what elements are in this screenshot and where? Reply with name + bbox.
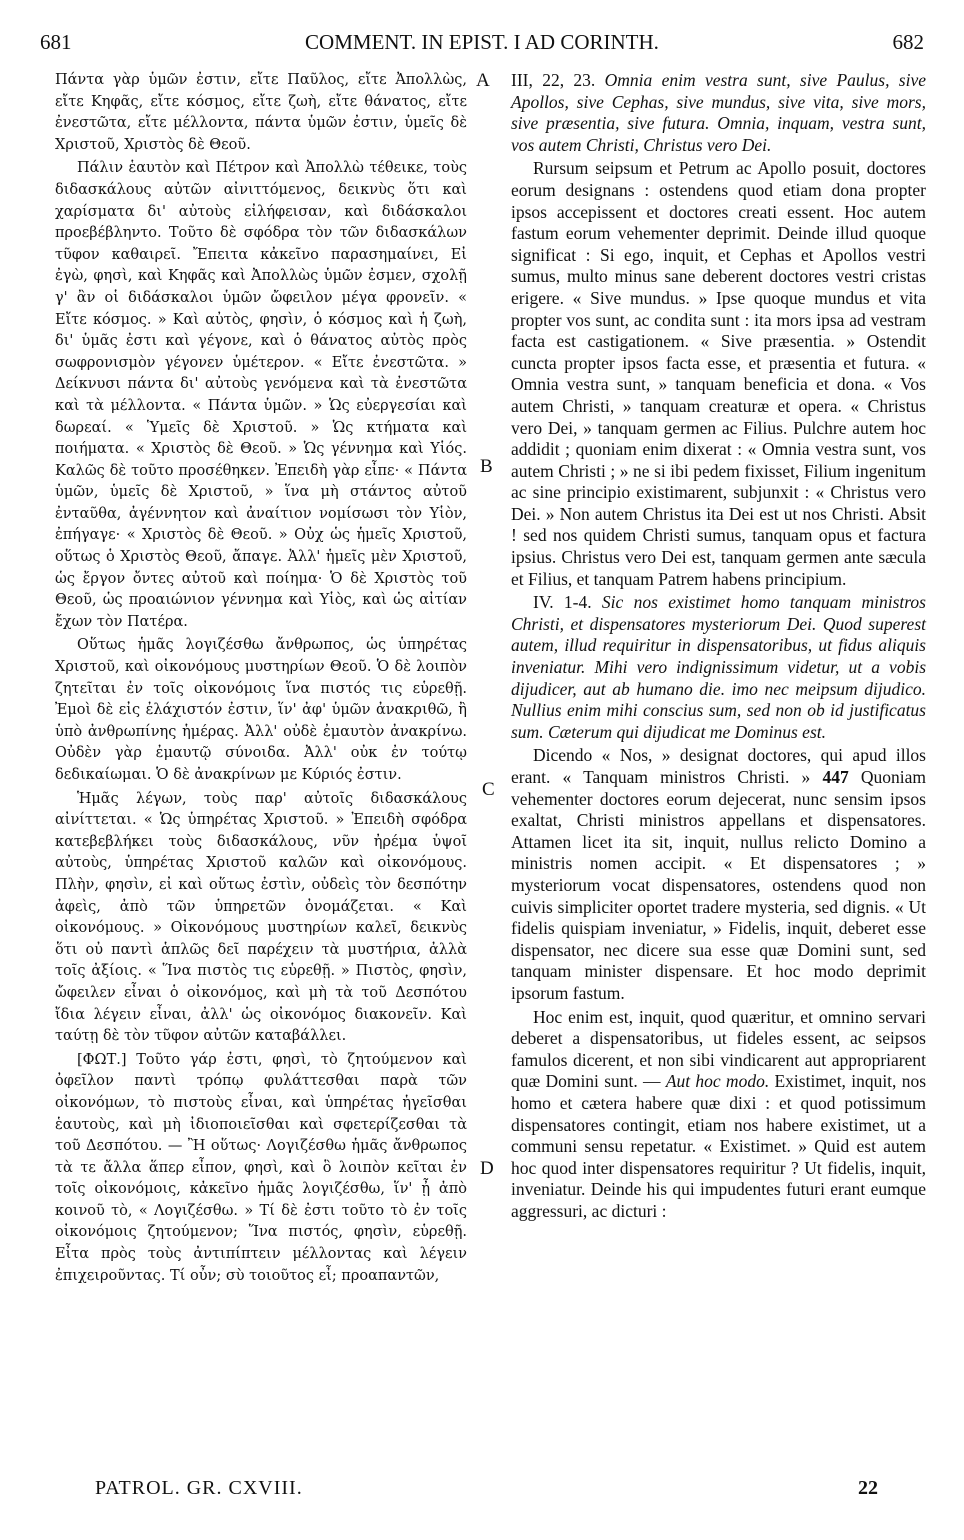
verse-text: Sic nos existimet homo tanquam ministros Christi, et dispensatores mysteriorum Dei. Quod superest autem, illud requiritur in dispensatoribus, ut fidus aliquis inveniatur. Mihi vero indignissimum videtur, ut a vobis dijudicer, aut ab humano die. imo nec meipsum dijudico. Nullius enim mihi conscius sum, sed non ob id justificatus sum. Cæterum qui dijudicat me Dominus est. [511,592,926,742]
latin-paragraph [511,745,926,1004]
latin-paragraph [511,592,926,743]
latin-text: Hoc enim est, inquit, quod quæritur, et omnino servari deberet a dispensatoribus, ut fideles essent, ac seipsos famulos dicerent, et non sibi vindicarent aut appropriarent quæ Domini sunt. — [511,1006,926,1092]
running-title: COMMENT. IN EPIST. I AD CORINTH. [305,30,659,54]
verse-reference: IV. 1-4. [533,592,592,613]
latin-text: Quoniam vehementer doctores eorum dejecerat, nunc sensim ipsos exaltat, Christi ministros appellans et dispensatores. Attamen licet ita sit, inquit, nullus relicto Domino a ministris nomen accipit. « Et dispensatores ; » mysteriorum vocat dispensatores, ostendens quod non cuivis simpliciter oportet tradere mysteria, sed dignis. « Ut fidelis quispiam inveniatur, » Fidelis, inquit, deberet esse dispensator, nec dicere sua esse quæ Domini sunt, sed tanquam minister dispensare. Et hoc modo deprimit ipsorum fastum. [511,767,927,1003]
margin-marker-d: D [480,1158,494,1179]
greek-paragraph: [ΦΩΤ.] Τοῦτο γάρ ἐστι, φησὶ, τὸ ζητούμενον καὶ ὀφεῖλον παντὶ τρόπῳ φυλάττεσθαι παρὰ τῶν οἰκονόμων, τὸ πιστοὺς εἶναι, καὶ ὑπηρέτας ἡγεῖσθαι ἑαυτοὺς, καὶ μὴ ἰδιοποιεῖσθαι καὶ σφετερίζεσθαι τὰ τοῦ Δεσπότου. — Ἢ οὕτως· Λογιζέσθω ἡμᾶς ἄνθρωπος τὰ τε ἄλλα ἅπερ εἶπον, φησὶ, καὶ ὃ λοιπὸν κεῖται ἐν τοῖς οἰκονόμοις, κἀκεῖνο ἡμᾶς λογιζέσθω, ἵν' ᾖ ἀπὸ κοινοῦ τὸ, « Λογιζέσθω. » Τί δὲ ἐστι τοῦτο τὸ ἐν τοῖς οἰκονόμοις ζητούμενον; Ἵνα πιστός, φησὶν, εὑρεθῇ. Εἶτα πρὸς τοὺς ἀντιπίπτειν μέλλοντας καὶ λέγειν ἐπιχειροῦντας. Τί οὖν; σὺ τοιοῦτος εἶ; προαπαντῶν, [55,1051,467,1284]
page-footer [95,1477,904,1507]
latin-column [511,70,926,1222]
greek-paragraph: Ἡμᾶς λέγων, τοὺς παρ' αὐτοῖς διδασκάλους αἰνίττεται. « Ὡς ὑπηρέτας Χριστοῦ. » Ἐπειδὴ σφόδρα κατεβεβλήκει τοὺς διδασκάλους, νῦν ἠρέμα ὑψοῖ αὐτοὺς, ὑπηρέτας Χριστοῦ καλῶν καὶ οἰκονόμους. Πλὴν, φησὶν, εἰ καὶ οὕτως ἐστὶν, οὐδεὶς τὸν δεσπότην ἀφεὶς, ἀπὸ τῶν ὑπηρετῶν ὀνομάζεται. « Καὶ οἰκονόμους. » Οἰκονόμους μυστηρίων καλεῖ, δεικνὺς ὅτι οὐ παντὶ ἁπλῶς δεῖ παρέχειν τὰ μυστήρια, ἀλλὰ τοῖς ἀξίοις. « Ἵνα πιστὸς τις εὑρεθῇ. » Πιστὸς, φησὶν, ὤφειλεν εἶναι ὁ οἰκονόμος, καὶ μὴ τὰ τοῦ Δεσπότου ἴδια λέγειν εἶναι, ἀλλ' ὡς οἰκονόμος διακονεῖν. Καὶ ταύτῃ δὲ τὸν τῦφον αὐτῶν καταβάλλει. [55,790,467,1045]
margin-marker-a: A [476,70,490,91]
verse-reference: III, 22, 23. [511,70,596,90]
page-number-right: 682 [892,30,924,54]
verse-text: Omnia enim vestra sunt, sive Paulus, sive Apollos, sive Cephas, sive mundus, sive vita, sive mors, sive præsentia, sive futura. Omnia, inquam, vestra sunt, vos autem Christi, Christus vero Dei. [511,70,927,155]
greek-paragraph: Πάλιν ἑαυτὸν καὶ Πέτρον καὶ Ἀπολλὼ τέθεικε, τοὺς διδασκάλους αὐτῶν αἰνιττόμενος, δεικνὺς ὅτι καὶ χαρίσματα δι' αὐτοὺς εἰλήφεισαν, καὶ διδάσκαλοι προεβέβληντο. Τοῦτο δὲ σφόδρα τὸν τῶν διδασκάλων τῦφον καθαιρεῖ. Ἔπειτα κἀκεῖνο παρασημαίνει, Εἰ ἐγὼ, φησὶ, καὶ Κηφᾶς καὶ Ἀπολλὼς ὑμῶν ἐσμεν, σχολῇ γ' ἂν οἱ διδάσκαλοι ὑμῶν ὤφειλον μέγα φρονεῖν. « Εἴτε κόσμος. » Καὶ αὐτὸς, φησὶν, ὁ κόσμος καὶ ἡ ζωὴ, δι' ὑμᾶς ἐστι καὶ γέγονε, καὶ ὁ θάνατος αὐτὸς πρὸς σωφρονισμὸν γέγονεν ὑμέτερον. « Εἴτε ἐνεστῶτα. » Δείκνυσι πάντα δι' αὐτοὺς γενόμενα καὶ τὰ ἐνεστῶτα καὶ τὰ μέλλοντα. « Πάντα ὑμῶν. » Ὡς εὐεργεσίαι καὶ δωρεαί. « Ὑμεῖς δὲ Χριστοῦ. » Ὡς κτήματα καὶ ποιήματα. « Χριστὸς δὲ Θεοῦ. » Ὡς γέννημα καὶ Υἱός. Καλῶς δὲ τοῦτο προσέθηκεν. Ἐπειδὴ γὰρ εἶπε· « Πάντα ὑμῶν, ὑμεῖς δὲ Χριστοῦ, » ἵνα μὴ στάντος αὐτοῦ ἐνταῦθα, ἀγέννητον καὶ ἀναίτιον νομίσωσι τὸν Υἱὸν, ἐπήγαγε· « Χριστὸς δὲ Θεοῦ. » Οὐχ ὡς ἡμεῖς Χριστοῦ, οὕτως ὁ Χριστὸς Θεοῦ, ἄπαγε. Ἀλλ' ἡμεῖς μὲν Χριστοῦ, ὡς ἔργον ὄντες αὐτοῦ καὶ ποίημα· Ὁ δὲ Χριστὸς τοῦ Θεοῦ, ὡς προαιώνιον γέννημα καὶ Υἱὸς, καὶ ὡς αἰτίαν ἔχων τὸν Πατέρα. [55,160,467,630]
latin-text: Existimet, inquit, nos homo et cætera habere quæ dixi : et quod potissimum dispensatores contingit, etiam nos habere existimet, ut a communi sensu repetatur. « Existimet. » Quid est autem hoc quod inter dispensatores requiritur ? Ut fidelis, inquit, inveniatur. Deinde his qui impudentes futuri erant eumque aggressuri, ac dicturi : [511,1071,927,1221]
latin-text: Dicendo « Nos, » designat doctores, qui apud illos erant. « Tanquam ministros Christi. » [511,745,926,787]
latin-paragraph [511,70,926,156]
latin-paragraph [511,1007,926,1223]
page-number-left: 681 [40,30,72,54]
greek-column [55,70,467,1287]
footer-signature: PATROL. GR. CXVIII. [95,1477,303,1499]
latin-paragraph: Rursum seipsum et Petrum ac Apollo posuit, doctores eorum designans : ostendens quod etiam dona propter ipsos accepissent et doctores creati essent. Hoc autem fastum eorum vehementer deprimit. Deinde illud quoque significat : Si ego, inquit, et Cephas et Apollos vestri sumus, multo minus sane deberent doctores vestri cristas erigere. « Sive mundus. » Ipse quoque mundus et vita propter vos sunt, ac condita sunt : ita mors ipsa ad vestram facta est castigationem. « Sive præsentia. » Ostendit cuncta propter ipsos facta esse, et præsentia et futura. « Omnia vestra sunt, » tanquam beneficia et dona. « Vos autem Christi, » tanquam creaturæ et opera. « Christus vero Dei, » tanquam germen ac Filius. Pulchre autem hoc addidit ; quoniam enim dixerat : « Omnia vestra sunt, vos autem Christi ; » ne si ibi pedem fixisset, Filium ingenitum ac sine principio existimarent, subjunxit : « Christus vero Dei. » Non autem Christus ita Dei est ut nos Christi. Absit ! sed nos quidem Christi sumus, tanquam opus et factura ipsius. Christus vero Dei est, tanquam germen ante sæcula et Filius, et tanquam Patrem habens principium. [511,158,926,589]
column-number: 447 [822,767,849,787]
footer-sheet-number: 22 [858,1477,878,1499]
margin-marker-c: C [482,779,495,800]
page-header [40,30,924,60]
greek-paragraph: Πάντα γὰρ ὑμῶν ἐστιν, εἴτε Παῦλος, εἴτε Ἀπολλὼς, εἴτε Κηφᾶς, εἴτε κόσμος, εἴτε ζωὴ, εἴτε θάνατος, εἴτε ἐνεστῶτα, εἴτε μέλλοντα, πάντα ὑμῶν ἐστιν, ὑμεῖς δὲ Χριστοῦ, Χριστὸς δὲ Θεοῦ. [55,72,467,153]
margin-marker-b: B [480,456,493,477]
greek-paragraph: Οὕτως ἡμᾶς λογιζέσθω ἄνθρωπος, ὡς ὑπηρέτας Χριστοῦ, καὶ οἰκονόμους μυστηρίων Θεοῦ. Ὁ δὲ λοιπὸν ζητεῖται ἐν τοῖς οἰκονόμοις ἵνα πιστός τις εὑρεθῇ. Ἐμοὶ δὲ εἰς ἐλάχιστόν ἐστιν, ἵν' ἀφ' ὑμῶν ἀνακριθῶ, ἢ ὑπὸ ἀνθρωπίνης ἡμέρας. Ἀλλ' οὐδὲ ἐμαυτὸν ἀνακρίνω. Οὐδὲν γὰρ ἐμαυτῷ σύνοιδα. Ἀλλ' οὐκ ἐν τούτῳ δεδικαίωμαι. Ὁ δὲ ἀνακρίνων με Κύριός ἐστιν. [55,637,467,783]
latin-text-italic: Aut hoc modo. [665,1071,770,1092]
